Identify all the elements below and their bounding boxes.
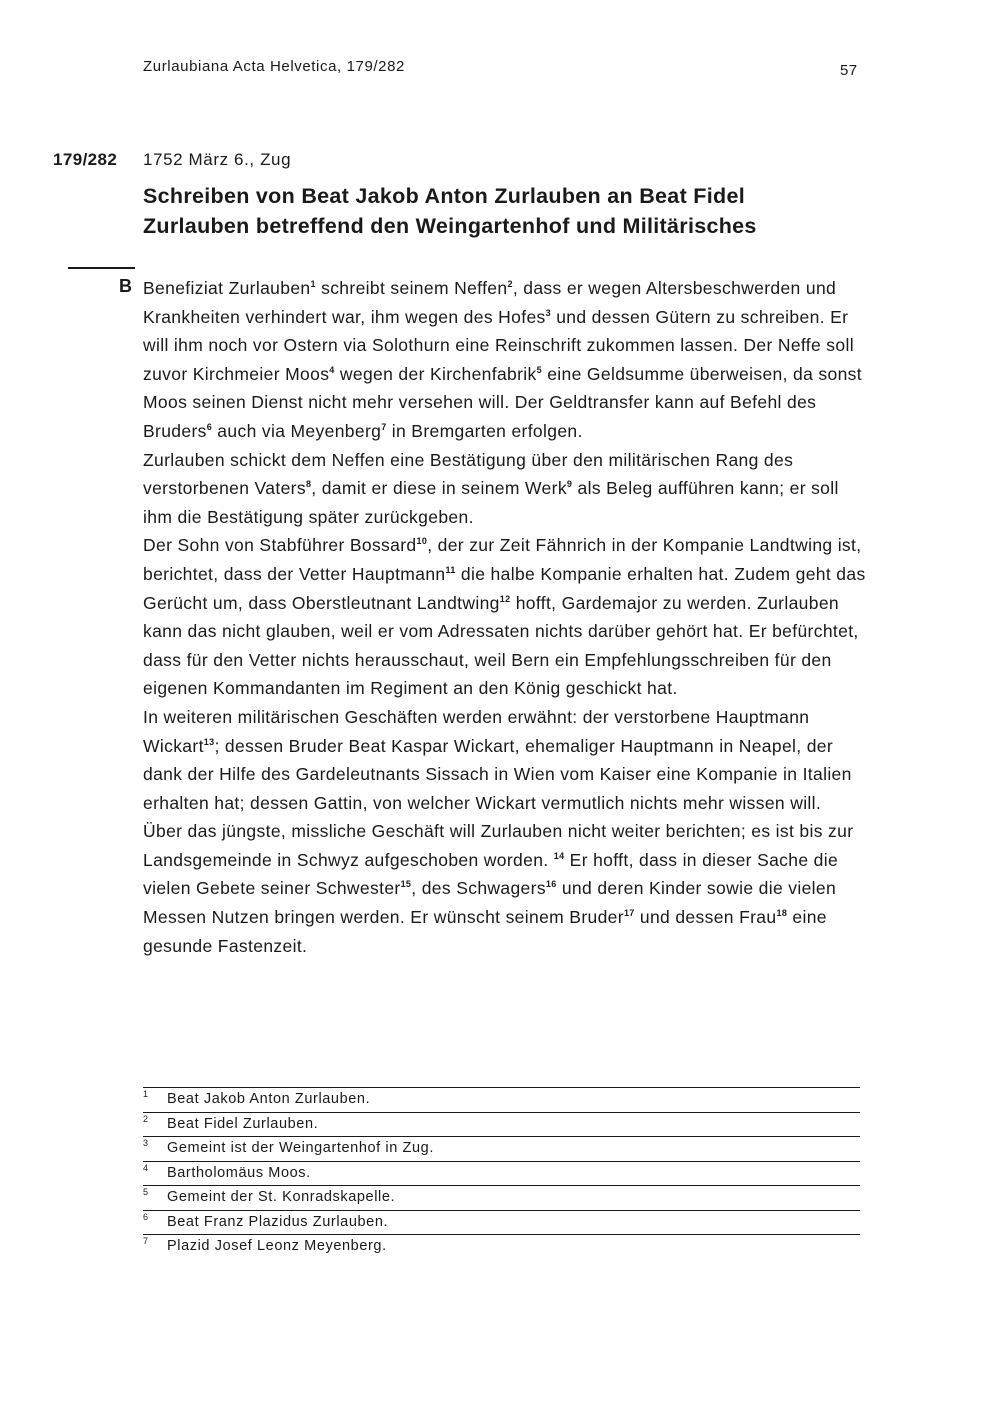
footnote-reference: 7 bbox=[381, 421, 387, 432]
footnote-number: 6 bbox=[143, 1211, 149, 1222]
footnote-item bbox=[143, 1185, 860, 1210]
regest-text: auch via Meyenberg bbox=[212, 420, 382, 441]
source-divider bbox=[68, 267, 135, 269]
footnote-number: 5 bbox=[143, 1187, 149, 1197]
running-head: Zurlaubiana Acta Helvetica, 179/282 bbox=[143, 58, 405, 75]
footnote-item bbox=[143, 1136, 860, 1161]
footnote-text: Bartholomäus Moos. bbox=[167, 1164, 311, 1181]
regest-text: In weiteren militärischen Geschäften werden erwähnt: der verstorbene Hauptmann Wickart bbox=[143, 706, 810, 756]
regest-body bbox=[143, 274, 868, 960]
footnote-number: 4 bbox=[143, 1162, 149, 1173]
regest-text: ; dessen Bruder Beat Kaspar Wickart, ehemaliger Hauptmann in Neapel, der dank der Hilfe des Gardeleutnants Sissach in Wien vom Kaiser eine Kompanie in Italien erhalten hat; dessen Gattin, von welcher Wickart vermutlich nichts mehr wissen will. bbox=[143, 735, 852, 813]
document-title-line-2: Zurlauben betreffend den Weingartenhof und Militärisches bbox=[143, 214, 757, 238]
regest-paragraph bbox=[143, 817, 868, 960]
source-marker: B bbox=[119, 276, 132, 296]
document-title-line-1: Schreiben von Beat Jakob Anton Zurlauben an Beat Fidel bbox=[143, 184, 745, 208]
footnote-reference: 1 bbox=[310, 279, 316, 289]
regest-text: Zurlauben schickt dem Neffen eine Bestätigung über den militärischen Rang des verstorbenen Vaters bbox=[143, 449, 794, 499]
regest-text: Der Sohn von Stabführer Bossard bbox=[143, 535, 417, 556]
document-date-place: 1752 März 6., Zug bbox=[143, 150, 292, 169]
footnote-reference: 12 bbox=[499, 593, 511, 604]
page-number: 57 bbox=[840, 62, 858, 79]
footnote-text: Beat Fidel Zurlauben. bbox=[167, 1115, 319, 1132]
regest-paragraph bbox=[143, 531, 868, 703]
footnote-item bbox=[143, 1161, 860, 1186]
footnote-item bbox=[143, 1087, 860, 1112]
regest-text: wegen der Kirchenfabrik bbox=[334, 363, 537, 384]
regest-paragraph bbox=[143, 446, 868, 532]
regest-text: eine gesunde Fastenzeit. bbox=[143, 907, 827, 956]
footnote-reference: 16 bbox=[545, 879, 557, 890]
footnote-text: Gemeint ist der Weingartenhof in Zug. bbox=[167, 1140, 434, 1156]
footnote-reference: 8 bbox=[305, 479, 312, 490]
regest-paragraph bbox=[143, 274, 868, 446]
footnote-reference: 5 bbox=[536, 364, 542, 375]
regest-text: Er hofft, dass in dieser Sache die vielen Gebete seiner Schwester bbox=[143, 849, 839, 899]
footnote-item bbox=[143, 1112, 860, 1137]
footnotes bbox=[143, 1087, 860, 1259]
footnote-reference: 9 bbox=[566, 479, 573, 490]
footnote-reference: 3 bbox=[545, 307, 551, 318]
footnote-reference: 18 bbox=[776, 908, 788, 919]
regest-text: schreibt seinem Neffen bbox=[315, 278, 508, 298]
regest-text: , der zur Zeit Fähnrich in der Kompanie Landtwing ist, berichtet, dass der Vetter Hauptmann bbox=[143, 535, 862, 584]
footnote-reference: 2 bbox=[507, 279, 513, 289]
footnote-reference: 13 bbox=[203, 736, 215, 747]
regest-text: eine Geldsumme überweisen, da sonst Moos seinen Dienst nicht mehr versehen will. Der Geldtransfer kann auf Befehl des Bruders bbox=[143, 363, 862, 441]
regest-text: und deren Kinder sowie die vielen Messen Nutzen bringen werden. Er wünscht seinem Bruder bbox=[143, 878, 837, 928]
footnote-number: 7 bbox=[143, 1236, 149, 1246]
footnote-reference: 11 bbox=[445, 564, 456, 575]
regest-paragraph bbox=[143, 703, 868, 817]
regest-text: in Bremgarten erfolgen. bbox=[386, 420, 583, 441]
footnote-item bbox=[143, 1234, 860, 1259]
footnote-text: Gemeint der St. Konradskapelle. bbox=[167, 1189, 396, 1205]
regest-text: und dessen Frau bbox=[634, 907, 777, 928]
footnote-text: Beat Franz Plazidus Zurlauben. bbox=[167, 1213, 389, 1230]
footnote-number: 2 bbox=[143, 1113, 149, 1124]
regest-text: , dass er wegen Altersbeschwerden und Krankheiten verhindert war, ihm wegen des Hofes bbox=[143, 278, 837, 327]
footnote-text: Beat Jakob Anton Zurlauben. bbox=[167, 1091, 371, 1107]
footnote-item bbox=[143, 1210, 860, 1235]
footnote-number: 3 bbox=[143, 1138, 149, 1148]
regest-text: hofft, Gardemajor zu werden. Zurlauben kann das nicht glauben, weil er vom Adressaten nichts darüber gehört hat. Er befürchtet, dass für den Vetter nichts herausschaut, weil Bern ein Empfehlungsschreiben für den eigenen Kommandanten im Regiment an den König geschickt hat. bbox=[143, 592, 859, 699]
regest-text: und dessen Gütern zu schreiben. Er will ihm noch vor Ostern via Solothurn eine Reinschrift zukommen lassen. Der Neffe soll zuvor Kirchmeier Moos bbox=[143, 306, 854, 384]
regest-text: als Beleg aufführen kann; er soll ihm die Bestätigung später zurückgeben. bbox=[143, 478, 839, 527]
regest-text: , des Schwagers bbox=[411, 878, 546, 899]
regest-text: Über das jüngste, missliche Geschäft will Zurlauben nicht weiter berichten; es ist bis zur Landsgemeinde in Schwyz aufgeschoben worden. bbox=[143, 821, 854, 870]
document-number: 179/282 bbox=[53, 150, 118, 169]
footnote-reference: 14 bbox=[553, 850, 565, 861]
footnote-reference: 4 bbox=[329, 364, 335, 375]
footnote-reference: 6 bbox=[206, 421, 213, 432]
regest-text: , damit er diese in seinem Werk bbox=[311, 478, 567, 499]
regest-text: die halbe Kompanie erhalten hat. Zudem geht das Gerücht um, dass Oberstleutnant Landtwing bbox=[143, 563, 866, 613]
footnote-reference: 17 bbox=[623, 908, 635, 919]
footnote-number: 1 bbox=[143, 1089, 149, 1099]
footnote-reference: 15 bbox=[400, 879, 412, 890]
document-title bbox=[143, 181, 803, 241]
footnote-reference: 10 bbox=[416, 536, 428, 547]
regest-text: Benefiziat Zurlauben bbox=[143, 278, 311, 298]
footnote-text: Plazid Josef Leonz Meyenberg. bbox=[167, 1238, 387, 1254]
